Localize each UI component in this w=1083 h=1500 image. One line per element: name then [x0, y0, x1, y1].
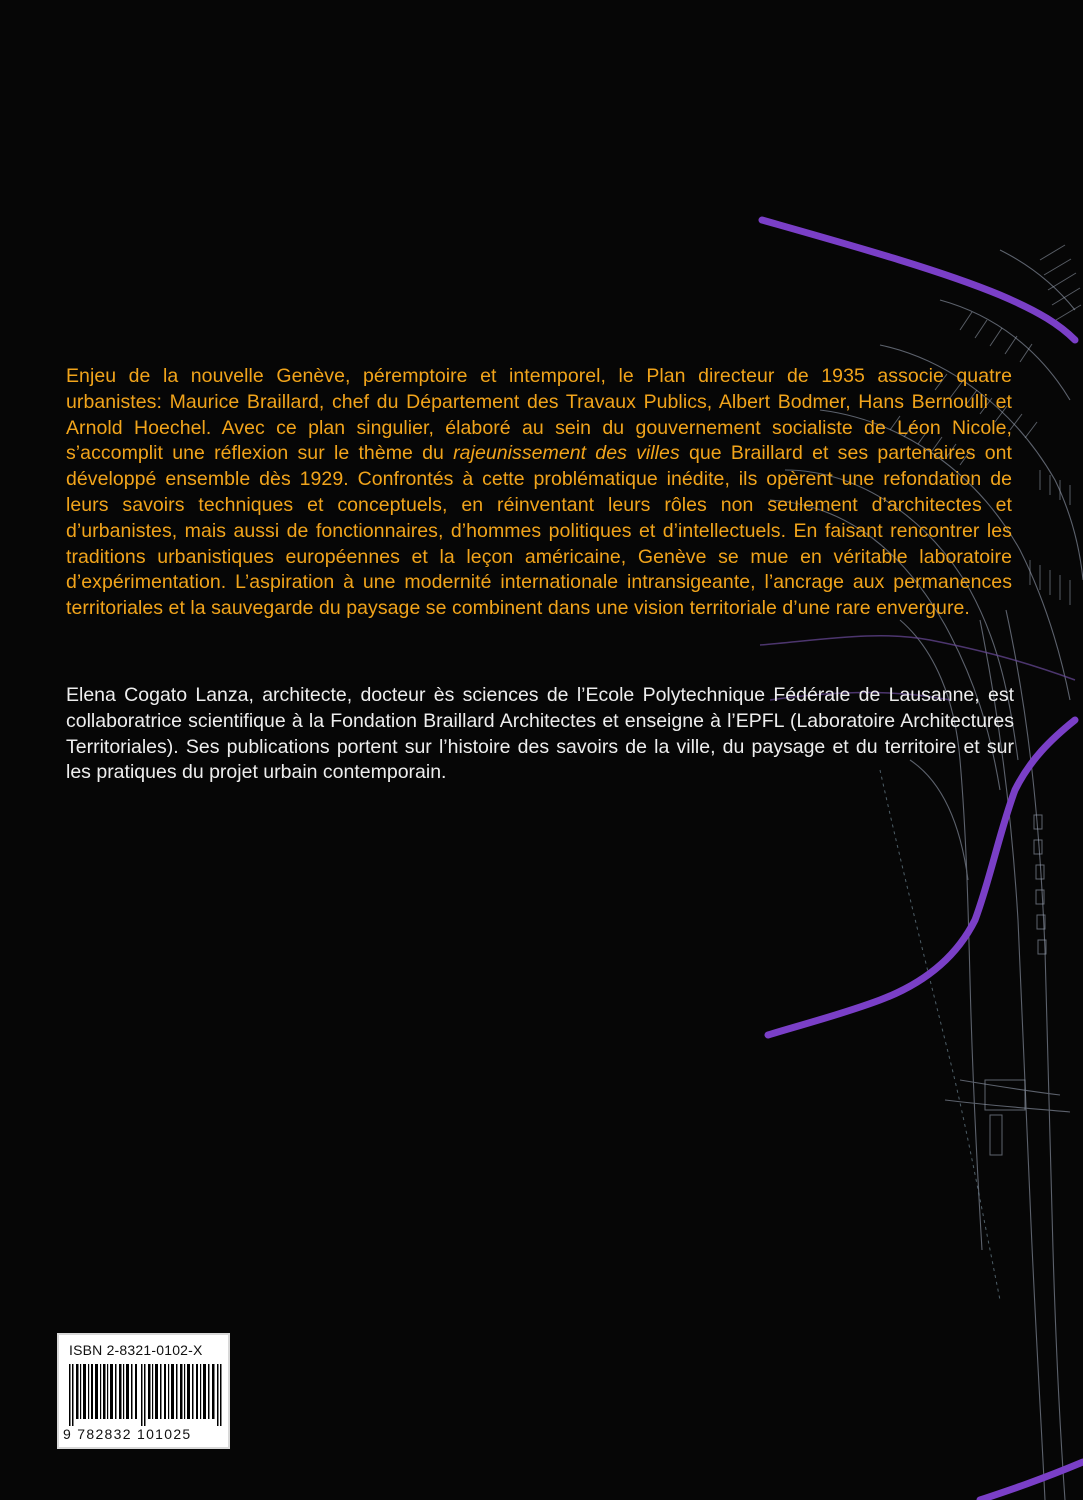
- summary-paragraph: [66, 364, 1012, 622]
- barcode-icon: [69, 1364, 224, 1426]
- isbn-barcode: [57, 1333, 230, 1449]
- summary-text-end: que Braillard et ses partenaires ont développé ensemble dès 1929. Confrontés à cette problématique inédite, ils opèrent une refondation de leurs savoirs techniques et conceptuels, en réinventant leurs rôles non seulement d’architectes et d’urbanistes, mais aussi de fonctionnaires, d’hommes politiques et d’intellectuels. En faisant rencontrer les traditions urbanistiques européennes et la leçon américaine, Genève se mue en véritable laboratoire d’expérimentation. L’aspiration à une modernité internationale intransigeante, l’ancrage aux permanences territoriales et la sauvegarde du paysage se combinent dans une vision territoriale d’une rare envergure.: [66, 442, 1012, 620]
- ean-digits: 9 782832 101025: [63, 1426, 192, 1442]
- summary-text-start: Enjeu de la nouvelle Genève, péremptoire et intemporel, le Plan directeur de 1935 associe quatre urbanistes: Maurice Braillard, chef du Département des Travaux Publics, Albert Bodmer, Hans Bernoulli et Arnold Hoechel. Avec ce plan singulier, élaboré au sein du gouvernement socialiste de Léon Nicole, s’accomplit une réflexion sur le thème du: [66, 365, 1012, 465]
- author-bio: Elena Cogato Lanza, architecte, docteur ès sciences de l’Ecole Polytechnique Fédérale de Lausanne, est collaboratrice scientifique à la Fondation Braillard Architectes et enseigne à l’EPFL (Laboratoire Architectures Territoriales). Ses publications portent sur l’histoire des savoirs de la ville, du paysage et du territoire et sur les pratiques du projet urbain contemporain.: [66, 684, 1014, 784]
- isbn-number: ISBN 2-8321-0102-X: [69, 1342, 203, 1358]
- summary-italic-phrase: rajeunissement des villes: [453, 442, 680, 465]
